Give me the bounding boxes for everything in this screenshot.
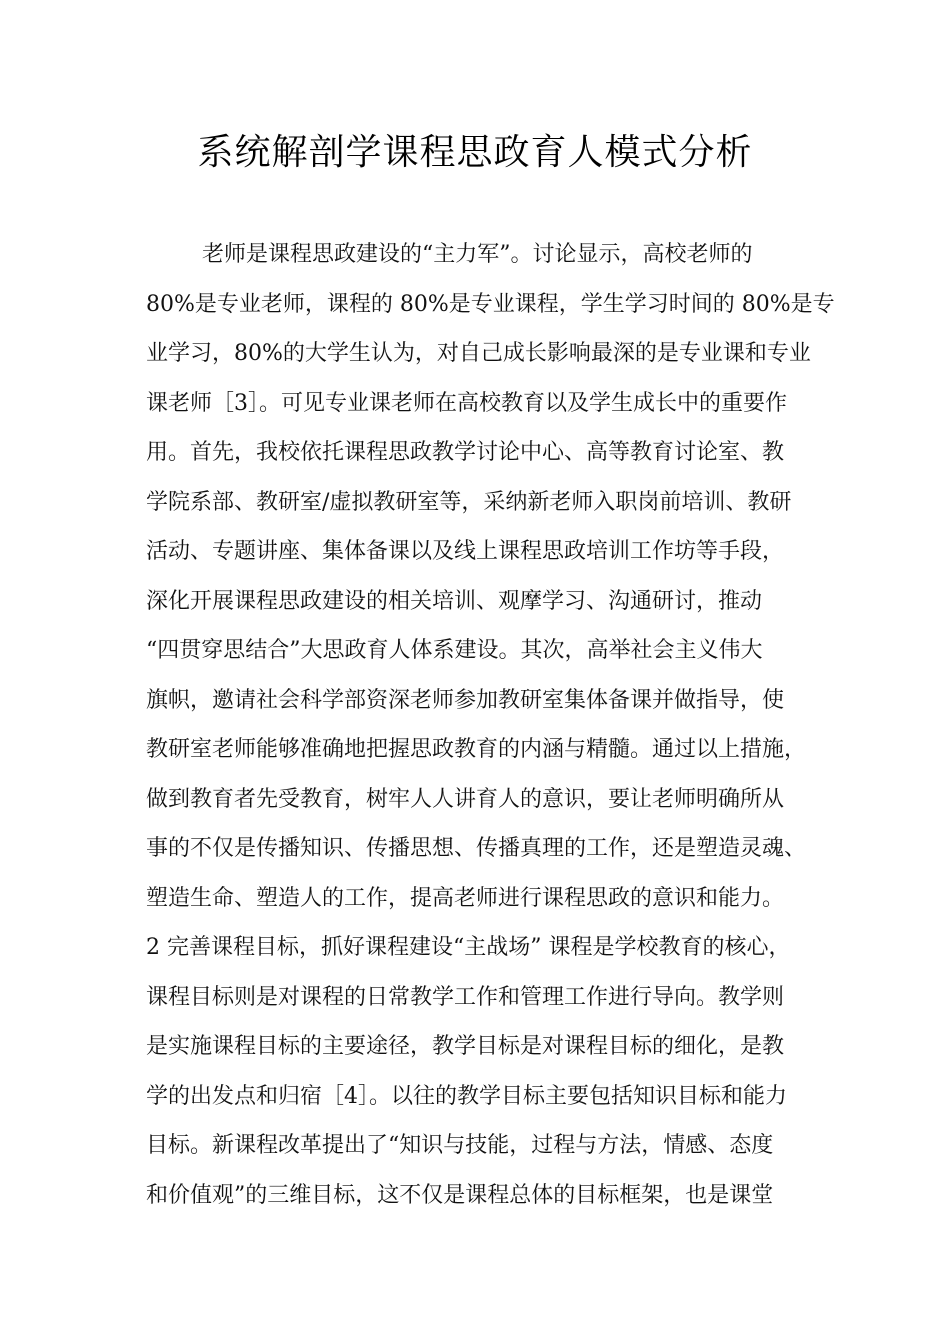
- body-line: 用。首先，我校依托课程思政教学讨论中心、高等教育讨论室、教: [146, 440, 785, 465]
- body-line: 事的不仅是传播知识、传播思想、传播真理的工作，还是塑造灵魂、: [146, 836, 807, 861]
- body-line: “四贯穿思结合”大思政育人体系建设。其次，高举社会主义伟大: [146, 638, 763, 663]
- body-line: 旗帜，邀请社会科学部资深老师参加教研室集体备课并做指导，使: [146, 687, 785, 713]
- body-line: 课程目标则是对课程的日常教学工作和管理工作进行导向。教学则: [146, 984, 785, 1010]
- body-line: 做到教育者先受教育，树牢人人讲育人的意识，要让老师明确所从: [146, 786, 785, 812]
- body-line: 深化开展课程思政建设的相关培训、观摩学习、沟通研讨，推动: [146, 588, 763, 614]
- document-title: 系统解剖学课程思政育人模式分析: [197, 132, 753, 173]
- body-line: 目标。新课程改革提出了“知识与技能，过程与方法，情感、态度: [146, 1133, 774, 1158]
- body-line: 活动、专题讲座、集体备课以及线上课程思政培训工作坊等手段，: [146, 539, 785, 564]
- body-line: 课老师［3］。可见专业课老师在高校教育以及学生成长中的重要作: [146, 390, 787, 416]
- body-line: 教研室老师能够准确地把握思政教育的内涵与精髓。通过以上措施，: [146, 737, 807, 762]
- body-line: 塑造生命、塑造人的工作，提高老师进行课程思政的意识和能力。: [146, 885, 785, 911]
- section-heading-line: 2 完善课程目标，抓好课程建设“主战场” 课程是学校教育的核心，: [146, 935, 791, 960]
- body-line: 80%是专业老师，课程的 80%是专业课程，学生学习时间的 80%是专: [146, 291, 835, 317]
- body-line: 老师是课程思政建设的“主力军”。讨论显示，高校老师的: [202, 242, 753, 267]
- body-line: 学院系部、教研室/虚拟教研室等，采纳新老师入职岗前培训、教研: [146, 489, 792, 515]
- body-line: 学的出发点和归宿［4］。以往的教学目标主要包括知识目标和能力: [146, 1083, 787, 1109]
- document-body: [146, 230, 836, 1220]
- body-line: 业学习，80%的大学生认为，对自己成长影响最深的是专业课和专业: [146, 341, 811, 366]
- body-line: 和价值观”的三维目标，这不仅是课程总体的目标框架，也是课堂: [146, 1182, 774, 1208]
- body-line: 是实施课程目标的主要途径，教学目标是对课程目标的细化，是教: [146, 1034, 785, 1059]
